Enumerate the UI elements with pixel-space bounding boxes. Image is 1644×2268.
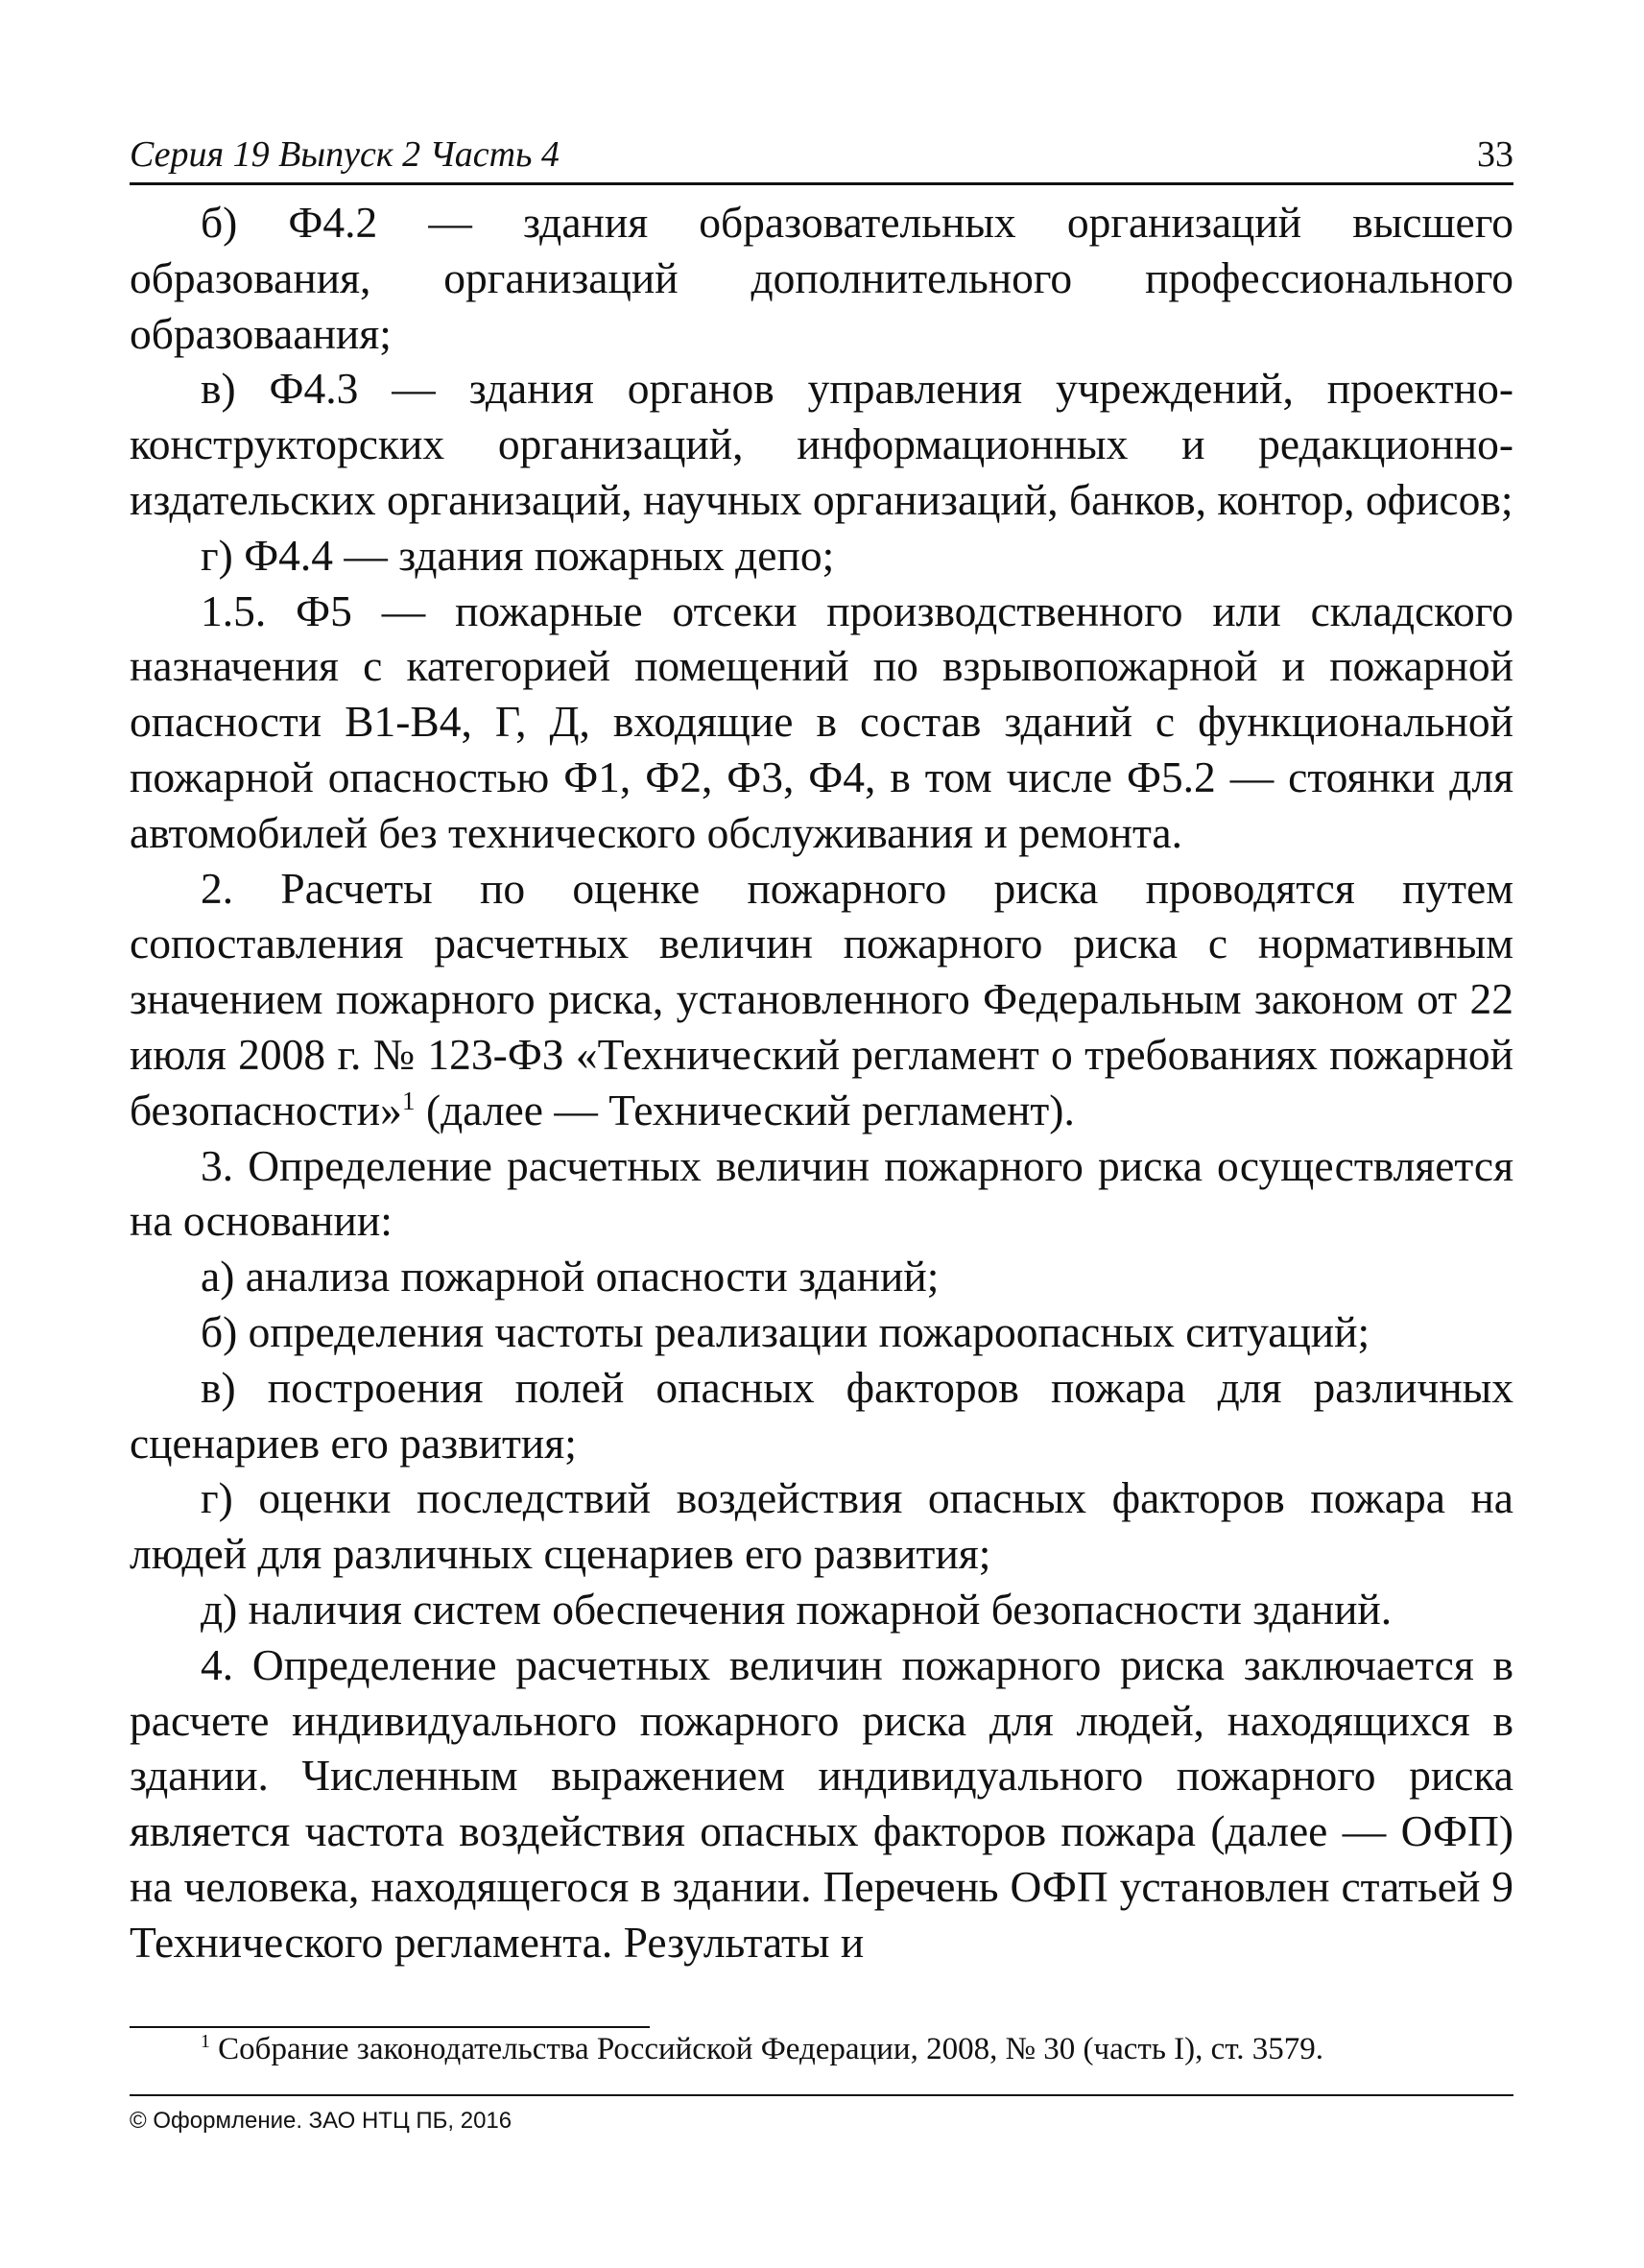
body-text <box>130 195 1513 1970</box>
paragraph: г) оценки последствий воздействия опасных факторов пожара на людей для различных сценариев его развития; <box>130 1473 1513 1579</box>
paragraph-text-tail: (далее — Технический регламент). <box>415 1085 1075 1134</box>
footnote-reference[interactable]: 1 <box>401 1086 416 1115</box>
series-title: Серия 19 Выпуск 2 Часть 4 <box>130 134 560 175</box>
running-header <box>130 132 1513 185</box>
paragraph-with-footnote-ref <box>130 861 1513 1138</box>
paragraph: 4. Определение расчетных величин пожарного риска заключается в расчете индивидуального пожарного риска для людей, находящихся в здании. Численным выражением индивидуального пожарного риска является частота воздействия опасных факторов пожара (далее — ОФП) на человека, находящегося в здании. Перечень ОФП установлен статьей 9 Технического регламента. Результаты и <box>130 1639 1513 1967</box>
paragraph: г) Ф4.4 — здания пожарных депо; <box>201 530 835 580</box>
footnote-marker: 1 <box>201 2031 210 2052</box>
paragraph: б) определения частоты реализации пожароопасных ситуаций; <box>201 1306 1370 1356</box>
paragraph: д) наличия систем обеспечения пожарной безопасности зданий. <box>201 1584 1393 1634</box>
paragraph: в) Ф4.3 — здания органов управления учреждений, проектно-конструкторских организаций, информационных и редакционно-издательских организаций, научных организаций, банков, контор, офисов; <box>130 364 1513 524</box>
paragraph: 3. Определение расчетных величин пожарного риска осуществляется на основании: <box>130 1140 1513 1246</box>
paragraph: б) Ф4.2 — здания образовательных организаций высшего образования, организаций дополнительного профессионального образоваания; <box>130 198 1513 358</box>
footnote-divider <box>130 2026 650 2028</box>
page-number: 33 <box>1477 134 1513 175</box>
paragraph-text: 2. Расчеты по оценке пожарного риска проводятся путем сопоставления расчетных величин пожарного риска с нормативным значением пожарного риска, установленного Федеральным законом от 22 июля 2008 г. № 123-ФЗ «Технический регламент о требованиях пожарной безопасности» <box>130 863 1513 1134</box>
paragraph: 1.5. Ф5 — пожарные отсеки производственного или складского назначения с категорией помещений по взрывопожарной и пожарной опасности В1-В4, Г, Д, входящие в состав зданий с функциональной пожарной опасностью Ф1, Ф2, Ф3, Ф4, в том числе Ф5.2 — стоянки для автомобилей без технического обслуживания и ремонта. <box>130 585 1513 857</box>
footnote-text: Собрание законодательства Российской Федерации, 2008, № 30 (часть I), ст. 3579. <box>218 2032 1323 2066</box>
footnote <box>130 2030 1513 2068</box>
paragraph: а) анализа пожарной опасности зданий; <box>201 1252 940 1301</box>
footer-divider <box>130 2094 1513 2096</box>
copyright-footer: © Оформление. ЗАО НТЦ ПБ, 2016 <box>130 2108 512 2134</box>
paragraph: в) построения полей опасных факторов пожара для различных сценариев его развития; <box>130 1362 1513 1468</box>
